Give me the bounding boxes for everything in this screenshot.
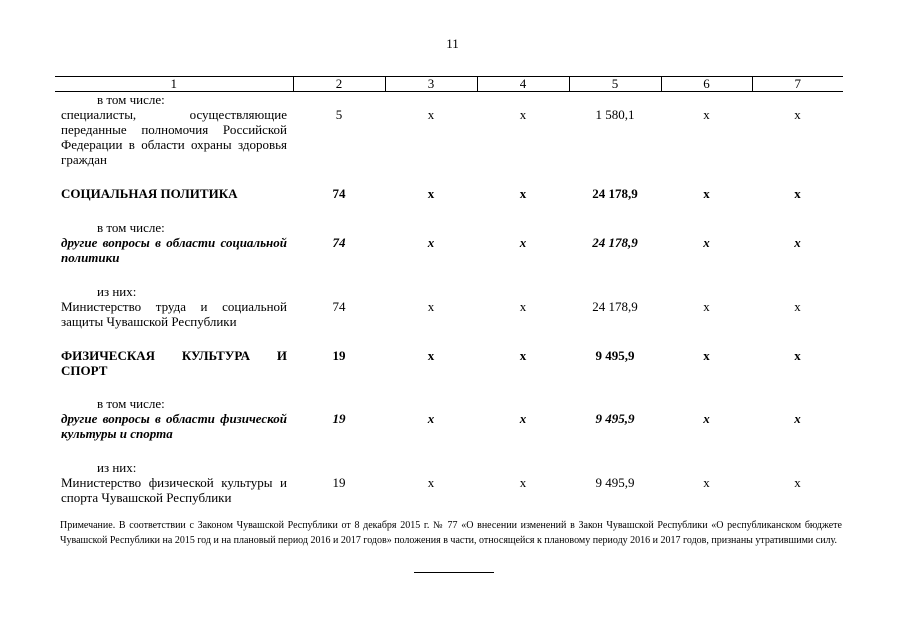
table-cell: х — [703, 186, 710, 201]
table-row — [55, 186, 843, 201]
row-prefix-label: в том числе: — [97, 92, 165, 107]
table-cell: х — [794, 235, 801, 250]
table-row — [55, 92, 843, 168]
row-name-cell — [55, 92, 293, 168]
row-name: другие вопросы в области социальной политики — [61, 235, 287, 265]
table-cell: х — [703, 299, 710, 314]
table-row — [55, 460, 843, 505]
row-name-cell — [55, 348, 293, 378]
row-prefix-label: в том числе: — [97, 396, 165, 411]
table-cell: х — [427, 186, 435, 201]
table-cell: 19 — [332, 475, 346, 490]
table-cell: х — [703, 348, 710, 363]
table-cell: х — [427, 299, 435, 314]
table-header-row — [55, 77, 843, 92]
column-header: 6 — [661, 77, 752, 92]
table-cell: 5 — [335, 107, 343, 122]
table-row — [55, 348, 843, 378]
table-cell: х — [794, 348, 801, 363]
table-cell: х — [794, 186, 801, 201]
table-cell: х — [519, 411, 527, 426]
table-cell: х — [703, 107, 710, 122]
table-row — [55, 220, 843, 265]
footnote-text: В соответствии с Законом Чувашской Республики от 8 декабря 2015 г. № 77 «О внесении изменений в Закон Чувашской Республики «О республиканском бюджете Чувашской Республики на 2015 год и на плановый период 2016 и 2017 годов» положения в части, относящейся к плановому периоду 2016 и 2017 годов, признаны утратившими силу. — [60, 520, 842, 546]
table-row — [55, 396, 843, 441]
table-cell: 74 — [332, 186, 346, 201]
table-cell: х — [794, 299, 801, 314]
table-cell: х — [519, 475, 527, 490]
row-prefix-label: из них: — [97, 284, 137, 299]
table-cell: х — [519, 235, 527, 250]
column-header: 5 — [569, 77, 661, 92]
row-name-cell — [55, 220, 293, 265]
closing-divider — [414, 572, 494, 573]
footnote-label: Примечание. — [60, 520, 116, 531]
table-cell: 24 178,9 — [592, 299, 638, 314]
column-header: 1 — [55, 77, 293, 92]
table-cell: 19 — [332, 348, 346, 363]
page-number: 11 — [446, 36, 459, 51]
table-cell: 74 — [332, 235, 346, 250]
row-name-cell — [55, 284, 293, 329]
footnote — [60, 518, 842, 548]
table-cell: х — [519, 186, 527, 201]
table-cell: х — [703, 475, 710, 490]
table-cell: 9 495,9 — [595, 411, 635, 426]
column-header: 2 — [293, 77, 385, 92]
table-cell: 24 178,9 — [592, 186, 638, 201]
table-cell: 74 — [332, 299, 346, 314]
row-name: специалисты, осуществляющие переданные полномочия Российской Федерации в области охраны здоровья граждан — [61, 107, 287, 167]
table-cell: 9 495,9 — [595, 348, 635, 363]
row-name: ФИЗИЧЕСКАЯ КУЛЬТУРА И СПОРТ — [61, 348, 287, 378]
table-cell: х — [427, 348, 435, 363]
table-cell: х — [794, 411, 801, 426]
table-cell: 24 178,9 — [592, 235, 638, 250]
table-cell: х — [427, 235, 435, 250]
table-row — [55, 284, 843, 329]
row-name: СОЦИАЛЬНАЯ ПОЛИТИКА — [61, 186, 238, 201]
table-cell: 9 495,9 — [595, 475, 635, 490]
table-cell: х — [794, 475, 801, 490]
table-cell: х — [427, 107, 435, 122]
row-name: Министерство труда и социальной защиты Чувашской Республики — [61, 299, 287, 329]
column-header: 3 — [385, 77, 477, 92]
row-name-cell — [55, 186, 293, 201]
row-name: Министерство физической культуры и спорта Чувашской Республики — [61, 475, 287, 505]
table-cell: х — [794, 107, 801, 122]
table-cell: х — [427, 411, 435, 426]
table-cell: х — [427, 475, 435, 490]
row-prefix-label: из них: — [97, 460, 137, 475]
table-cell: х — [703, 235, 710, 250]
row-name-cell — [55, 396, 293, 441]
table-cell: х — [519, 348, 527, 363]
row-name-cell — [55, 460, 293, 505]
row-prefix-label: в том числе: — [97, 220, 165, 235]
budget-table — [55, 76, 843, 505]
table-cell: х — [519, 299, 527, 314]
table-cell: х — [703, 411, 710, 426]
table-cell: 1 580,1 — [595, 107, 635, 122]
row-name: другие вопросы в области физической культуры и спорта — [61, 411, 287, 441]
column-header: 7 — [752, 77, 843, 92]
table-cell: х — [519, 107, 527, 122]
column-header: 4 — [477, 77, 569, 92]
table-cell: 19 — [332, 411, 346, 426]
